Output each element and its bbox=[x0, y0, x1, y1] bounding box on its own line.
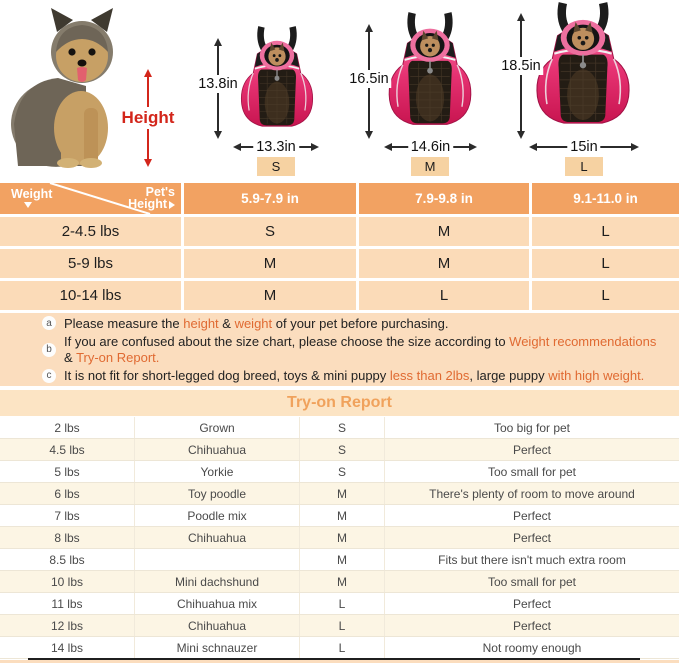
arrow-left-icon bbox=[529, 143, 537, 151]
size-row-weight: 2-4.5 lbs bbox=[0, 217, 181, 246]
backpack-l-image bbox=[530, 2, 636, 141]
tryon-size: S bbox=[300, 461, 385, 482]
note-line bbox=[64, 334, 656, 350]
note-highlight: Try-on Report. bbox=[76, 349, 160, 365]
arrow-left-icon bbox=[384, 143, 392, 151]
note-item bbox=[42, 334, 679, 365]
pet-height-line1: Pet's bbox=[145, 185, 175, 199]
note-badge: a bbox=[42, 316, 56, 330]
tryon-breed: Toy poodle bbox=[135, 483, 300, 504]
tryon-weight: 12 lbs bbox=[0, 615, 135, 636]
tryon-report-table bbox=[0, 417, 679, 659]
tryon-row bbox=[0, 483, 679, 505]
pack-l-width-value: 15in bbox=[567, 139, 600, 155]
tryon-row bbox=[0, 593, 679, 615]
right-arrow-icon bbox=[169, 201, 175, 209]
arrow-up-icon bbox=[214, 38, 222, 46]
tryon-row bbox=[0, 549, 679, 571]
size-recommendation-cell: L bbox=[359, 281, 529, 310]
tryon-row bbox=[0, 439, 679, 461]
size-row-weight: 10-14 lbs bbox=[0, 281, 181, 310]
tryon-row bbox=[0, 571, 679, 593]
pack-m-width-value: 14.6in bbox=[408, 139, 454, 155]
pet-height-line2: Height bbox=[128, 197, 167, 211]
tryon-breed: Chihuahua mix bbox=[135, 593, 300, 614]
tryon-breed: Mini dachshund bbox=[135, 571, 300, 592]
arrow-down-icon bbox=[214, 131, 222, 139]
tryon-comment: Perfect bbox=[512, 442, 551, 457]
tryon-size: M bbox=[300, 571, 385, 592]
tryon-weight: 8.5 lbs bbox=[0, 549, 135, 570]
size-recommendation-cell: M bbox=[184, 249, 356, 278]
note-segment: , large puppy bbox=[469, 368, 549, 383]
pack-s-height-value: 13.8in bbox=[198, 76, 238, 93]
arrow-down-icon bbox=[144, 159, 152, 167]
tryon-weight: 5 lbs bbox=[0, 461, 135, 482]
note-highlight: height bbox=[183, 315, 219, 331]
note-segment: If you are confused about the size chart, please choose the size according to bbox=[64, 334, 510, 349]
tryon-weight: 14 lbs bbox=[0, 637, 135, 658]
note-item bbox=[42, 316, 679, 332]
tryon-size: M bbox=[300, 527, 385, 548]
tryon-size: S bbox=[300, 417, 385, 438]
note-text bbox=[64, 316, 448, 332]
down-arrow-icon bbox=[24, 202, 32, 208]
arrow-right-icon bbox=[311, 143, 319, 151]
tryon-weight: 6 lbs bbox=[0, 483, 135, 504]
note-text bbox=[64, 368, 644, 384]
note-highlight: Weight recommendations bbox=[509, 334, 657, 349]
tryon-breed: Chihuahua bbox=[135, 439, 300, 460]
arrow-up-icon bbox=[144, 69, 152, 77]
size-swatch-l: L bbox=[565, 157, 603, 176]
tryon-size: L bbox=[300, 593, 385, 614]
backpack-s-image bbox=[236, 26, 318, 141]
tryon-row bbox=[0, 461, 679, 483]
tryon-breed: Mini schnauzer bbox=[135, 637, 300, 658]
size-recommendation-cell: M bbox=[359, 249, 529, 278]
pack-l-height-value: 18.5in bbox=[501, 57, 541, 74]
tryon-comment: Too small for pet bbox=[487, 464, 577, 479]
tryon-comment: Fits but there isn't much extra room bbox=[438, 552, 626, 567]
arrow-left-icon bbox=[233, 143, 241, 151]
arrow-up-icon bbox=[517, 13, 525, 21]
tryon-row bbox=[0, 505, 679, 527]
measure-line bbox=[520, 18, 522, 134]
size-recommendation-cell: M bbox=[359, 217, 529, 246]
tryon-size: S bbox=[300, 439, 385, 460]
note-segment: It is not fit for short-legged dog breed, toys & mini puppy bbox=[64, 368, 390, 383]
arrow-right-icon bbox=[469, 143, 477, 151]
tryon-comment: Perfect bbox=[512, 618, 551, 633]
size-recommendation-cell: M bbox=[184, 281, 356, 310]
weight-axis-label: Weight bbox=[11, 187, 53, 201]
arrow-down-icon bbox=[365, 131, 373, 139]
tryon-size: M bbox=[300, 483, 385, 504]
note-line bbox=[64, 316, 448, 332]
arrow-up-icon bbox=[365, 24, 373, 32]
pet-height-axis-label bbox=[128, 186, 175, 210]
note-highlight: with high weight. bbox=[548, 368, 645, 383]
tryon-size: M bbox=[300, 549, 385, 570]
pack-m-height-value: 16.5in bbox=[349, 71, 389, 88]
size-recommendation-cell: S bbox=[184, 217, 356, 246]
note-segment: & bbox=[218, 315, 235, 331]
tryon-comment: Perfect bbox=[512, 508, 551, 523]
size-chart-col-header: 5.9-7.9 in bbox=[184, 183, 356, 214]
note-segment: Please measure the bbox=[64, 315, 184, 331]
size-chart-col-header: 9.1-11.0 in bbox=[532, 183, 679, 214]
size-recommendation-cell: L bbox=[532, 249, 679, 278]
tryon-size: L bbox=[300, 637, 385, 658]
note-badge: b bbox=[42, 343, 56, 357]
note-line bbox=[64, 368, 644, 384]
tryon-comment: Too big for pet bbox=[493, 420, 571, 435]
size-swatch-s: S bbox=[257, 157, 295, 176]
backpack-m-image bbox=[383, 12, 477, 141]
arrow-right-icon bbox=[631, 143, 639, 151]
note-line bbox=[64, 350, 656, 366]
size-swatch-m: M bbox=[411, 157, 449, 176]
tryon-row bbox=[0, 637, 679, 659]
tryon-weight: 4.5 lbs bbox=[0, 439, 135, 460]
tryon-breed: Chihuahua bbox=[135, 615, 300, 636]
notes-section bbox=[0, 313, 679, 386]
size-chart-col-header: 7.9-9.8 in bbox=[359, 183, 529, 214]
tryon-breed: Poodle mix bbox=[135, 505, 300, 526]
tryon-size: L bbox=[300, 615, 385, 636]
note-item bbox=[42, 368, 679, 384]
tryon-report-title: Try-on Report bbox=[0, 390, 679, 416]
tryon-row bbox=[0, 615, 679, 637]
note-highlight: weight bbox=[234, 315, 273, 331]
tryon-comment: Perfect bbox=[512, 596, 551, 611]
tryon-weight: 7 lbs bbox=[0, 505, 135, 526]
tryon-breed: Grown bbox=[135, 417, 300, 438]
size-row-weight: 5-9 lbs bbox=[0, 249, 181, 278]
tryon-breed: Yorkie bbox=[135, 461, 300, 482]
tryon-size: M bbox=[300, 505, 385, 526]
tryon-row bbox=[0, 527, 679, 549]
tryon-row bbox=[0, 417, 679, 439]
tryon-comment: Not roomy enough bbox=[482, 640, 582, 655]
tryon-breed bbox=[135, 549, 300, 570]
note-segment: of your pet before purchasing. bbox=[272, 315, 449, 331]
tryon-breed: Chihuahua bbox=[135, 527, 300, 548]
note-text bbox=[64, 334, 656, 365]
tryon-weight: 8 lbs bbox=[0, 527, 135, 548]
note-highlight: less than 2lbs bbox=[389, 368, 470, 383]
arrow-down-icon bbox=[517, 131, 525, 139]
height-label: Height bbox=[121, 108, 175, 127]
tryon-comment: Perfect bbox=[512, 530, 551, 545]
tryon-weight: 10 lbs bbox=[0, 571, 135, 592]
tryon-weight: 2 lbs bbox=[0, 417, 135, 438]
bottom-divider bbox=[28, 658, 640, 660]
size-recommendation-cell: L bbox=[532, 281, 679, 310]
dog-photo bbox=[4, 4, 144, 168]
product-measurement-section bbox=[0, 0, 679, 181]
size-chart-corner-cell bbox=[0, 183, 181, 214]
tryon-comment: There's plenty of room to move around bbox=[429, 486, 635, 501]
tryon-weight: 11 lbs bbox=[0, 593, 135, 614]
note-badge: c bbox=[42, 369, 56, 383]
note-segment: & bbox=[64, 349, 77, 365]
pack-s-width-value: 13.3in bbox=[253, 139, 299, 155]
size-chart-table bbox=[0, 183, 679, 310]
size-recommendation-cell: L bbox=[532, 217, 679, 246]
tryon-comment: Too small for pet bbox=[487, 574, 577, 589]
